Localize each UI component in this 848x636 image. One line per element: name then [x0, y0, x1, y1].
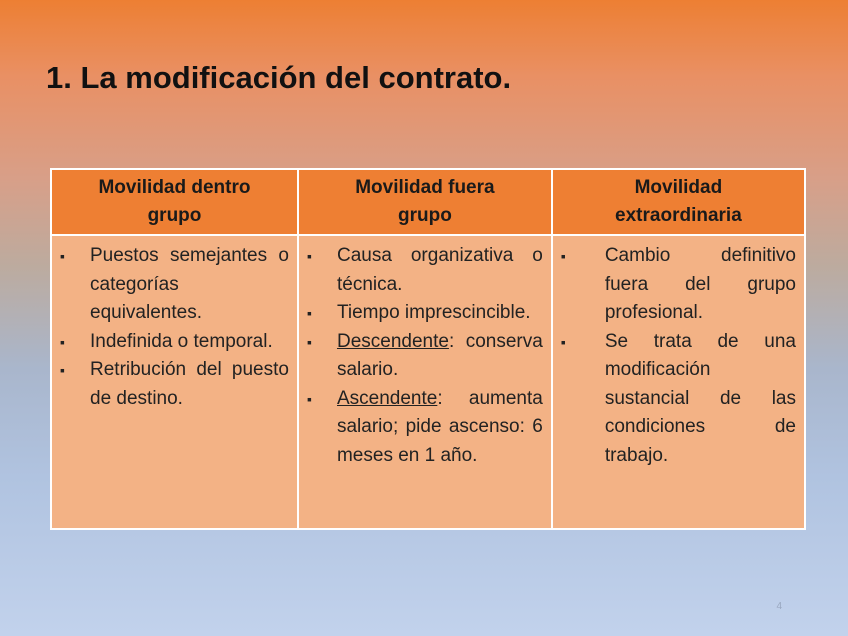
descendente-label: Descendente: [336, 330, 449, 352]
list-item-text: : conserva salario.: [336, 330, 543, 380]
cell-external-mobility: [298, 235, 552, 529]
list-item-text: Tiempo imprescincible.: [336, 302, 531, 323]
list-item-text: Indefinida o temporal.: [90, 330, 273, 352]
header-line: grupo: [147, 205, 202, 226]
bullet-icon: ▪: [306, 305, 312, 321]
header-extraordinary-mobility: [552, 169, 805, 235]
list-item-text: Cambio definitivo fuera del grupo profesional.: [604, 245, 796, 323]
header-line: extraordinaria: [615, 205, 742, 226]
list-item: [58, 356, 289, 413]
bullet-list: [305, 242, 543, 470]
list-item-text: Retribución del puesto de destino.: [90, 359, 289, 409]
list-item: [559, 242, 796, 328]
bullet-icon: ▪: [306, 390, 312, 407]
list-item: [559, 328, 796, 471]
list-item-text: : aumenta salario; pide ascenso: 6 meses en 1 año.: [336, 387, 543, 466]
table-row: [51, 235, 805, 529]
bullet-icon: ▪: [60, 248, 65, 264]
header-line: Movilidad dentro: [98, 177, 251, 198]
list-item: [305, 299, 543, 328]
list-item: [305, 328, 543, 385]
mobility-table: [50, 168, 806, 530]
cell-internal-mobility: [51, 235, 298, 529]
ascendente-label: Ascendente: [336, 387, 438, 409]
header-line: grupo: [397, 205, 452, 226]
bullet-icon: ▪: [60, 333, 65, 350]
table-header-row: [51, 169, 805, 235]
list-item-text: Causa organizativa o técnica.: [336, 245, 543, 295]
bullet-icon: ▪: [306, 248, 312, 264]
list-item: [305, 242, 543, 299]
bullet-icon: ▪: [560, 333, 566, 350]
list-item-text: Se trata de una modificación sustancial de las condiciones de trabajo.: [604, 330, 796, 466]
list-item: [58, 328, 289, 357]
slide-title: 1. La modificación del contrato.: [46, 60, 512, 95]
list-item: [305, 385, 543, 471]
slide-number: 4: [776, 601, 782, 612]
header-line: Movilidad: [634, 177, 723, 198]
header-external-mobility: [298, 169, 552, 235]
bullet-icon: ▪: [306, 333, 312, 350]
header-internal-mobility: [51, 169, 298, 235]
header-line: Movilidad fuera: [355, 177, 495, 198]
bullet-list: [559, 242, 796, 470]
cell-extraordinary-mobility: [552, 235, 805, 529]
bullet-list: [58, 242, 289, 413]
bullet-icon: ▪: [60, 362, 65, 378]
list-item-text: Puestos semejantes o categorías equivalentes.: [90, 245, 289, 323]
list-item: [58, 242, 289, 328]
bullet-icon: ▪: [560, 248, 566, 264]
